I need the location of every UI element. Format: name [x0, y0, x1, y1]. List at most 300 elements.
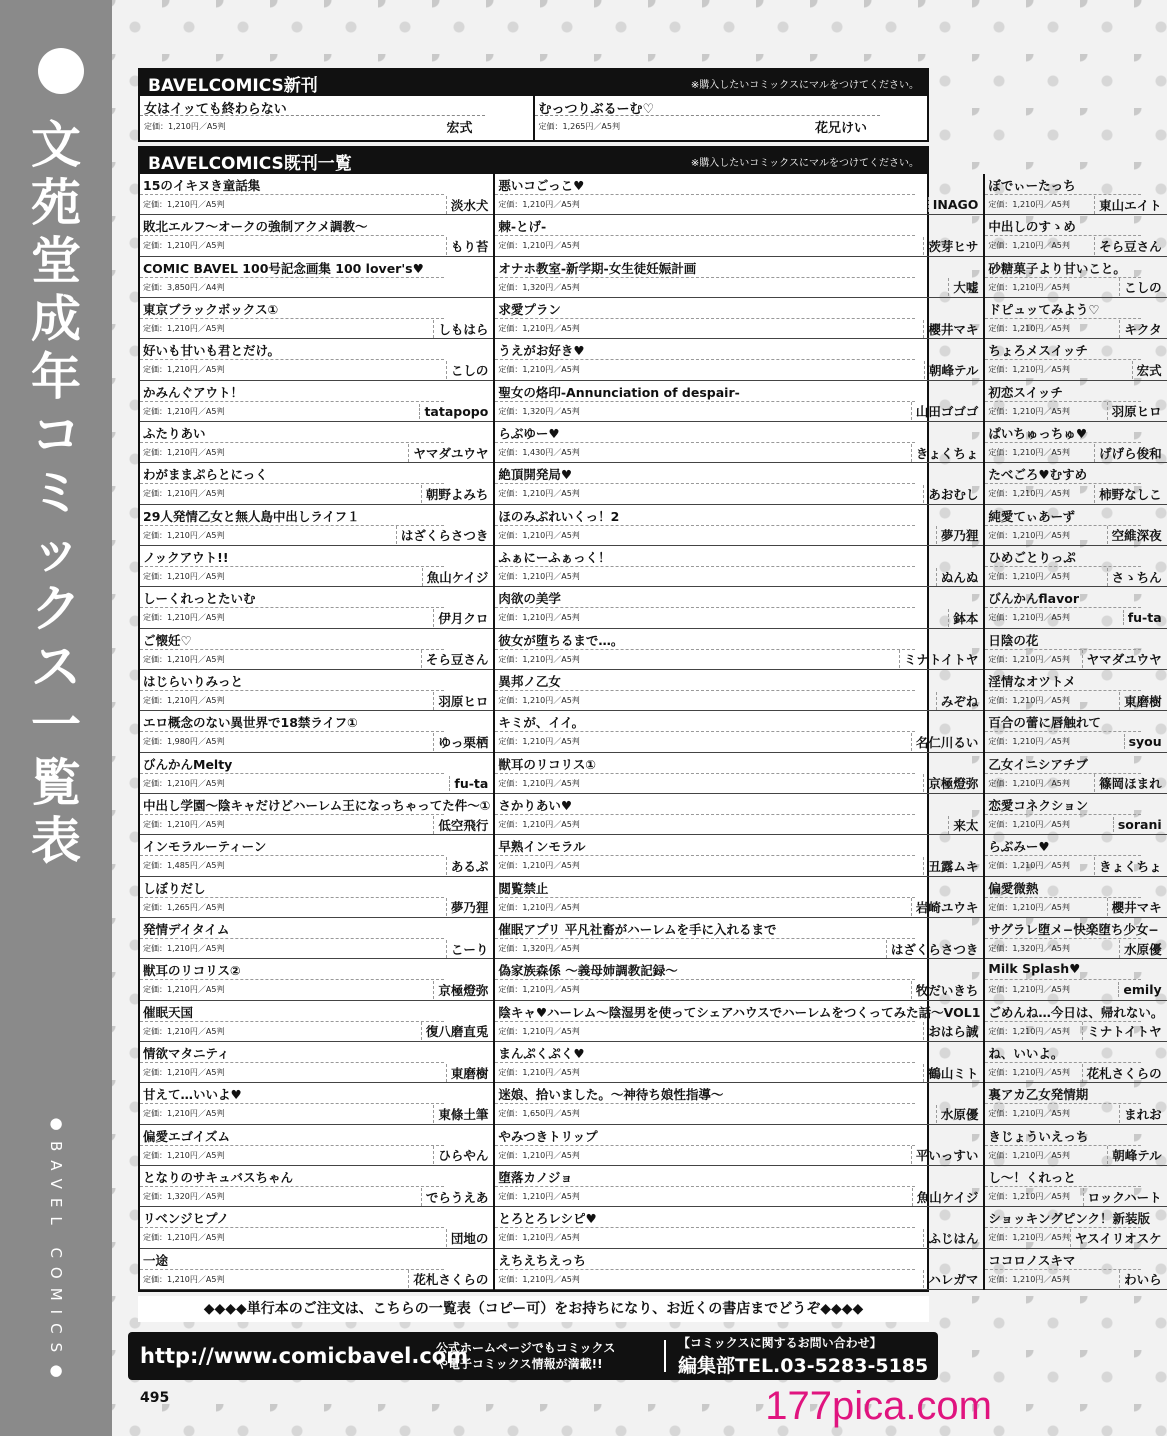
book-author: ヤマダユウヤ — [408, 444, 488, 462]
book-title: ノックアウト!! — [140, 546, 444, 567]
book-author: 東山エイト — [1094, 196, 1162, 214]
book-title: となりのサキュバスちゃん — [140, 1166, 444, 1187]
book-author: ミナトイトヤ — [899, 650, 978, 668]
catalog-entry[interactable] — [140, 174, 493, 215]
book-title: やみつきトリップ — [495, 1125, 915, 1146]
book-author: fu-ta — [1123, 610, 1162, 625]
book-price: 定価：1,210円／A5判 — [988, 737, 1070, 747]
catalog-entry[interactable] — [495, 174, 983, 215]
catalog-entry[interactable] — [985, 546, 1166, 587]
book-meta — [495, 1104, 983, 1123]
book-price: 定価：1,210円／A5判 — [143, 613, 225, 623]
book-meta — [985, 567, 1166, 586]
book-meta — [985, 1022, 1166, 1041]
book-meta — [985, 484, 1166, 503]
book-meta — [985, 732, 1166, 751]
book-meta — [140, 815, 493, 834]
book-author: 櫻井マキ — [1107, 898, 1162, 916]
sidebar-title — [0, 116, 112, 870]
book-meta — [985, 774, 1166, 793]
catalog-entry[interactable] — [985, 877, 1166, 918]
catalog-entry[interactable] — [495, 298, 983, 339]
catalog-entry[interactable] — [495, 629, 983, 670]
book-meta — [495, 526, 983, 545]
book-title: らぶゆー♥ — [495, 422, 915, 443]
book-price: 定価：1,210円／A5判 — [988, 1109, 1070, 1119]
book-price: 定価：1,210円／A5判 — [988, 861, 1070, 871]
catalog-column — [495, 174, 985, 1290]
catalog-entry[interactable] — [495, 753, 983, 794]
book-meta — [985, 691, 1166, 710]
catalog-entry[interactable] — [985, 670, 1166, 711]
book-title: 悪いコごっこ♥ — [495, 174, 915, 195]
book-meta — [495, 484, 983, 503]
catalog-entry[interactable] — [140, 463, 493, 504]
book-price: 定価：1,210円／A5判 — [988, 820, 1070, 830]
catalog-entry[interactable] — [985, 794, 1166, 835]
book-meta — [985, 1228, 1166, 1247]
catalog-entry[interactable] — [140, 215, 493, 256]
book-title: 日陰の花 — [985, 629, 1141, 650]
book-price: 定価：1,210円／A5判 — [988, 489, 1070, 499]
book-author: まれお — [1119, 1105, 1162, 1123]
catalog-entry[interactable] — [985, 339, 1166, 380]
catalog-entry[interactable] — [495, 918, 983, 959]
catalog-entry[interactable] — [495, 546, 983, 587]
book-meta — [985, 1270, 1166, 1289]
new-release-item[interactable] — [535, 96, 928, 140]
book-author: 伊月クロ — [433, 609, 488, 627]
circle-icon — [38, 48, 84, 94]
book-title: リベンジヒプノ — [140, 1207, 444, 1228]
book-price: 定価：1,210円／A5判 — [143, 820, 225, 830]
catalog-entry[interactable] — [140, 959, 493, 1000]
book-meta — [140, 195, 493, 214]
catalog-entry[interactable] — [495, 257, 983, 298]
book-meta — [495, 1270, 983, 1289]
sidebar-title-char: ッ — [31, 522, 81, 580]
book-price: 定価：1,210円／A5判 — [988, 1274, 1070, 1284]
book-title: 初恋スイッチ — [985, 381, 1141, 402]
book-meta — [140, 360, 493, 379]
catalog-entry[interactable] — [495, 1083, 983, 1124]
book-meta — [140, 1063, 493, 1082]
book-author: ヤマダユウヤ — [1082, 650, 1162, 668]
catalog-entry[interactable] — [495, 794, 983, 835]
book-title: 彼女が堕ちるまで…。 — [495, 629, 915, 650]
book-author: 来太 — [948, 816, 978, 834]
catalog-entry[interactable] — [985, 1207, 1166, 1248]
book-author: 岩崎ユウキ — [911, 898, 979, 916]
footer-info-line1: 公式ホームページでもコミックス — [436, 1341, 616, 1355]
catalog-entry[interactable] — [985, 1125, 1166, 1166]
book-meta — [495, 402, 983, 421]
book-author: 宏式 — [446, 120, 473, 136]
book-title: らぶみー♥ — [985, 835, 1141, 856]
book-meta — [495, 774, 983, 793]
book-meta — [495, 319, 983, 338]
catalog-entry[interactable] — [495, 1166, 983, 1207]
book-meta — [495, 1063, 983, 1082]
catalog-entry[interactable] — [140, 629, 493, 670]
sidebar-title-char: コ — [31, 406, 81, 464]
book-title: うえがお好き♥ — [495, 339, 915, 360]
book-title: はじらいりみっと — [140, 670, 444, 691]
book-price: 定価：1,320円／A5判 — [988, 944, 1070, 954]
sidebar-title-char: 成 — [31, 290, 81, 348]
book-price: 定価：3,850円／A4判 — [143, 282, 225, 292]
catalog-entry[interactable] — [495, 422, 983, 463]
catalog-entry[interactable] — [985, 629, 1166, 670]
new-releases-grid — [140, 96, 927, 140]
book-title: 乙女イニシアチブ — [985, 753, 1141, 774]
book-price: 定価：1,210円／A5判 — [988, 241, 1070, 251]
catalog-entry[interactable] — [495, 959, 983, 1000]
book-author: みぞね — [936, 692, 979, 710]
new-release-item[interactable] — [140, 96, 535, 140]
catalog-panel — [138, 146, 1164, 1292]
catalog-entry[interactable] — [495, 381, 983, 422]
catalog-entry[interactable] — [495, 1001, 983, 1042]
book-author: 茨芽ヒサ — [923, 237, 978, 255]
catalog-entry[interactable] — [140, 422, 493, 463]
catalog-entry[interactable] — [985, 1166, 1166, 1207]
catalog-entry[interactable] — [140, 1125, 493, 1166]
book-title: 偏愛微熱 — [985, 877, 1141, 898]
book-title: 一途 — [140, 1249, 444, 1270]
book-author: sorani — [1113, 817, 1162, 832]
book-meta — [140, 1104, 493, 1123]
book-price: 定価：1,210円／A5判 — [988, 654, 1070, 664]
book-title: 偏愛エゴイズム — [140, 1125, 444, 1146]
book-author: tatapopo — [419, 404, 488, 419]
book-meta — [140, 567, 493, 586]
website-url-link[interactable]: http://www.comicbavel.com — [140, 1344, 469, 1368]
catalog-entry[interactable] — [140, 298, 493, 339]
book-meta — [140, 732, 493, 751]
catalog-entry[interactable] — [140, 1001, 493, 1042]
catalog-entry[interactable] — [140, 877, 493, 918]
book-title: たべごろ♥むすめ — [985, 463, 1141, 484]
book-author: 羽原ヒロ — [1107, 402, 1162, 420]
catalog-entry[interactable] — [985, 1083, 1166, 1124]
footer-tel: 編集部TEL.03-5283-5185 — [678, 1355, 929, 1377]
book-price: 定価：1,210円／A5判 — [498, 737, 580, 747]
book-title: 閲覧禁止 — [495, 877, 915, 898]
book-title: びんかんflavor — [985, 587, 1141, 608]
catalog-entry[interactable] — [140, 587, 493, 628]
book-meta — [140, 319, 493, 338]
catalog-entry[interactable] — [495, 215, 983, 256]
book-meta — [985, 650, 1166, 669]
catalog-entry[interactable] — [985, 1249, 1166, 1290]
book-author: ふじはん — [923, 1229, 978, 1247]
book-title: 肉欲の美学 — [495, 587, 915, 608]
sidebar-title-char: 表 — [31, 812, 81, 870]
book-meta — [495, 1228, 983, 1247]
book-title: とろとろレシピ♥ — [495, 1207, 915, 1228]
sidebar-subtitle — [0, 1114, 112, 1394]
book-title: 獣耳のリコリス① — [495, 753, 915, 774]
book-title: むっつりぶるーむ♡ — [535, 96, 880, 116]
catalog-entry[interactable] — [985, 959, 1166, 1000]
catalog-entry[interactable] — [140, 753, 493, 794]
catalog-entry[interactable] — [495, 877, 983, 918]
book-author: はざくらさつき — [886, 940, 979, 958]
catalog-entry[interactable] — [985, 835, 1166, 876]
book-price: 定価：1,210円／A5判 — [988, 282, 1070, 292]
catalog-note: ※購入したいコミックスにマルをつけてください。 — [690, 157, 919, 169]
book-price: 定価：1,210円／A5判 — [988, 985, 1070, 995]
book-title: サグラレ堕メ−快楽堕ち少女− — [985, 918, 1141, 939]
catalog-entry[interactable] — [985, 753, 1166, 794]
catalog-column — [985, 174, 1166, 1290]
book-price: 定価：1,210円／A5判 — [498, 365, 580, 375]
book-title: ドピュッてみよう♡ — [985, 298, 1141, 319]
book-author: ひらやん — [433, 1146, 488, 1164]
book-meta — [985, 815, 1166, 834]
book-author: syou — [1124, 734, 1162, 749]
book-title: さかりあい♥ — [495, 794, 915, 815]
book-author: 篠岡ほまれ — [1094, 774, 1162, 792]
book-price: 定価：1,210円／A5判 — [498, 820, 580, 830]
footer-banner — [128, 1332, 938, 1380]
book-title: 早熟インモラル — [495, 835, 915, 856]
book-price: 定価：1,210円／A5判 — [498, 530, 580, 540]
book-title: ご懐妊♡ — [140, 629, 444, 650]
footer-info — [436, 1340, 666, 1372]
book-title: ふたりあい — [140, 422, 444, 443]
book-meta — [985, 278, 1166, 297]
catalog-entry[interactable] — [495, 587, 983, 628]
book-price: 定価：1,210円／A5判 — [988, 448, 1070, 458]
book-title: 甘えて…いいよ♥ — [140, 1083, 444, 1104]
book-author: ゆっ栗栖 — [433, 733, 488, 751]
book-title: 棘-とげ- — [495, 215, 915, 236]
book-author: 柿野なしこ — [1094, 485, 1162, 503]
book-author: 花兄けい — [814, 120, 867, 136]
book-author: INAGO — [928, 197, 979, 212]
book-title: Milk Splash♥ — [985, 959, 1141, 980]
book-price: 定価：1,210円／A5判 — [498, 1150, 580, 1160]
book-meta — [140, 443, 493, 462]
book-title: きじょういえっち — [985, 1125, 1141, 1146]
catalog-entry[interactable] — [495, 711, 983, 752]
catalog-entry[interactable] — [140, 1207, 493, 1248]
catalog-entry[interactable] — [140, 670, 493, 711]
book-author: 東磨樹 — [1119, 692, 1162, 710]
book-meta — [495, 980, 983, 999]
book-meta — [140, 278, 493, 297]
book-author: 花札さくらの — [408, 1270, 488, 1288]
catalog-entry[interactable] — [985, 215, 1166, 256]
book-author: 団地の — [446, 1229, 489, 1247]
book-author: 水原優 — [1119, 940, 1162, 958]
book-author: 夢乃狸 — [446, 898, 489, 916]
catalog-entry[interactable] — [985, 587, 1166, 628]
book-meta — [985, 1146, 1166, 1165]
book-meta — [495, 360, 983, 379]
catalog-entry[interactable] — [495, 835, 983, 876]
book-title: ほのみぶれいくっ！2 — [495, 505, 915, 526]
book-price: 定価：1,210円／A5判 — [498, 654, 580, 664]
book-title: 東京ブラックボックス① — [140, 298, 444, 319]
catalog-entry[interactable] — [495, 339, 983, 380]
book-meta — [495, 1187, 983, 1206]
catalog-entry[interactable] — [140, 546, 493, 587]
catalog-entry[interactable] — [495, 1125, 983, 1166]
book-meta — [985, 526, 1166, 545]
sidebar-title-char: 一 — [31, 696, 81, 754]
book-price: 定価：1,485円／A5判 — [143, 861, 225, 871]
book-meta — [140, 236, 493, 255]
book-price: 定価：1,210円／A5判 — [143, 324, 225, 334]
book-price: 定価：1,210円／A5判 — [498, 200, 580, 210]
book-title: 異邦ノ乙女 — [495, 670, 915, 691]
book-author: emily — [1118, 982, 1161, 997]
book-meta — [985, 195, 1166, 214]
book-price: 定価：1,320円／A5判 — [498, 944, 580, 954]
catalog-entry[interactable] — [140, 794, 493, 835]
footer-info-line2: や電子コミックス情報が満載!! — [436, 1357, 603, 1371]
catalog-entry[interactable] — [140, 1166, 493, 1207]
book-title: 獣耳のリコリス② — [140, 959, 444, 980]
catalog-entry[interactable] — [985, 918, 1166, 959]
book-title: 砂糖菓子より甘いこと。 — [985, 257, 1141, 278]
catalog-entry[interactable] — [140, 835, 493, 876]
catalog-entry[interactable] — [495, 670, 983, 711]
book-author: こーり — [446, 940, 489, 958]
book-price: 定価：1,210円／A5判 — [143, 365, 225, 375]
catalog-entry[interactable] — [140, 339, 493, 380]
catalog-entry[interactable] — [495, 1249, 983, 1290]
catalog-entry[interactable] — [140, 1249, 493, 1290]
book-meta — [495, 898, 983, 917]
book-price: 定価：1,210円／A5判 — [988, 365, 1070, 375]
book-author: 大嘘 — [948, 278, 978, 296]
book-meta — [985, 402, 1166, 421]
catalog-entry[interactable] — [140, 918, 493, 959]
catalog-entry[interactable] — [495, 463, 983, 504]
book-author: きょくちょ — [911, 444, 979, 462]
catalog-entry[interactable] — [140, 711, 493, 752]
book-price: 定価：1,210円／A5判 — [988, 1233, 1070, 1243]
book-price: 定価：1,210円／A5判 — [498, 489, 580, 499]
book-title: 女はイッても終わらない — [140, 96, 485, 116]
catalog-entry[interactable] — [140, 505, 493, 546]
book-price: 定価：1,210円／A5判 — [988, 1192, 1070, 1202]
book-price: 定価：1,210円／A5判 — [143, 1026, 225, 1036]
book-price: 定価：1,210円／A5判 — [143, 200, 225, 210]
catalog-entry[interactable] — [985, 257, 1166, 298]
book-price: 定価：1,210円／A5判 — [498, 778, 580, 788]
book-price: 定価：1,265円／A5判 — [538, 121, 620, 131]
book-meta — [140, 1022, 493, 1041]
book-author: あるぷ — [446, 857, 489, 875]
book-meta — [140, 856, 493, 875]
book-meta — [140, 484, 493, 503]
book-meta — [140, 608, 493, 627]
catalog-entry[interactable] — [985, 463, 1166, 504]
catalog-entry[interactable] — [985, 1042, 1166, 1083]
catalog-entry[interactable] — [985, 1001, 1166, 1042]
book-meta — [140, 939, 493, 958]
book-title: 15のイキヌき童話集 — [140, 174, 444, 195]
book-author: 水原優 — [936, 1105, 979, 1123]
book-title: ココロノスキマ — [985, 1249, 1141, 1270]
book-price: 定価：1,210円／A5判 — [988, 200, 1070, 210]
book-meta — [495, 443, 983, 462]
sidebar-subtitle-text: ●BAVEL COMICS● — [47, 1114, 65, 1389]
catalog-entry[interactable] — [985, 298, 1166, 339]
catalog-entry[interactable] — [495, 1042, 983, 1083]
book-title: 情欲マタニティ — [140, 1042, 444, 1063]
catalog-entry[interactable] — [985, 505, 1166, 546]
book-meta — [140, 116, 533, 136]
catalog-entry[interactable] — [140, 257, 493, 298]
book-author: 魚山ケイジ — [912, 1188, 979, 1206]
order-note: ◆◆◆◆単行本のご注文は、こちらの一覧表（コピー可）をお持ちになり、お近くの書店までどうぞ◆◆◆◆ — [138, 1296, 929, 1322]
catalog-entry[interactable] — [985, 711, 1166, 752]
book-author: でらうえあ — [421, 1188, 489, 1206]
book-author: 魚山ケイジ — [422, 568, 489, 586]
book-meta — [495, 236, 983, 255]
book-price: 定価：1,210円／A5判 — [498, 1068, 580, 1078]
book-author: おはら誠 — [923, 1022, 978, 1040]
book-author: 空維深夜 — [1107, 526, 1162, 544]
book-meta — [985, 1104, 1166, 1123]
book-price: 定価：1,210円／A5判 — [143, 572, 225, 582]
book-title: まんぷくぷく♥ — [495, 1042, 915, 1063]
book-price: 定価：1,210円／A5判 — [143, 1233, 225, 1243]
book-meta — [495, 691, 983, 710]
book-meta — [985, 856, 1166, 875]
book-price: 定価：1,210円／A5判 — [498, 1026, 580, 1036]
catalog-entry[interactable] — [985, 174, 1166, 215]
catalog-entry[interactable] — [140, 1083, 493, 1124]
book-meta — [140, 1270, 493, 1289]
sidebar-title-char: ス — [31, 638, 81, 696]
book-title: エロ概念のない異世界で18禁ライフ① — [140, 711, 444, 732]
book-title: ちょろメスイッチ — [985, 339, 1141, 360]
book-price: 定価：1,210円／A5判 — [988, 530, 1070, 540]
book-author: ミナトイトヤ — [1082, 1022, 1161, 1040]
book-meta — [140, 1228, 493, 1247]
book-price: 定価：1,210円／A5判 — [498, 1192, 580, 1202]
book-price: 定価：1,210円／A5判 — [143, 778, 225, 788]
book-meta — [495, 1146, 983, 1165]
book-meta — [985, 360, 1166, 379]
book-meta — [985, 898, 1166, 917]
catalog-entry[interactable] — [495, 505, 983, 546]
book-title: ね、いいよ。 — [985, 1042, 1141, 1063]
catalog-entry[interactable] — [140, 1042, 493, 1083]
book-author: 東條土筆 — [433, 1105, 488, 1123]
book-author: 平いっすい — [911, 1146, 979, 1164]
catalog-entry[interactable] — [985, 381, 1166, 422]
catalog-header — [140, 148, 927, 174]
catalog-entry[interactable] — [140, 381, 493, 422]
book-author: 山田ゴゴゴ — [911, 402, 979, 420]
book-author: 淡水犬 — [446, 196, 489, 214]
book-price: 定価：1,210円／A5判 — [988, 324, 1070, 334]
book-title: ショッキングピンク！新装版 — [985, 1207, 1141, 1228]
book-author: 復八磨直兎 — [421, 1022, 489, 1040]
book-author: こしの — [1119, 278, 1162, 296]
catalog-entry[interactable] — [985, 422, 1166, 463]
book-meta — [985, 1187, 1166, 1206]
catalog-entry[interactable] — [495, 1207, 983, 1248]
